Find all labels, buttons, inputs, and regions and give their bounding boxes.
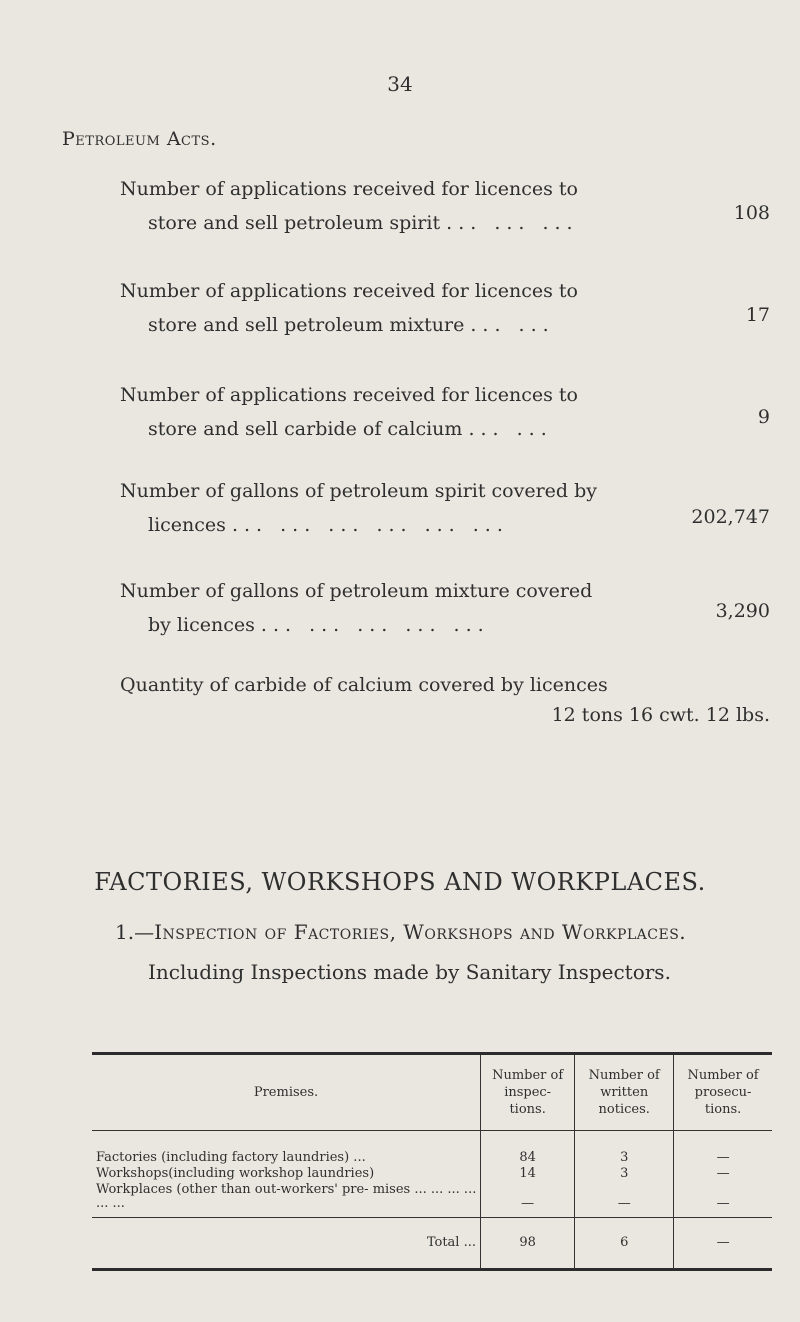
header-inspections: Number of inspec- tions.	[481, 1054, 575, 1131]
table-row	[92, 1131, 772, 1167]
premises-cell: Factories (including factory laundries) ...	[96, 1150, 366, 1165]
stat-line-1: Number of applications received for licences to	[120, 384, 578, 406]
inspections-cell: —	[481, 1182, 575, 1218]
stat-line-1: Quantity of carbide of calcium covered by licences	[120, 674, 608, 696]
leader-dots: ... ...	[470, 314, 555, 336]
stat-item	[120, 574, 770, 642]
inspection-heading	[115, 920, 686, 944]
prosecutions-cell: —	[674, 1166, 772, 1182]
notices-cell: —	[575, 1182, 674, 1218]
stat-value: 17	[745, 304, 770, 326]
stat-line-2: by licences	[148, 614, 255, 636]
section-title: Petroleum Acts.	[62, 128, 217, 150]
stat-value: 202,747	[691, 506, 770, 528]
table-row	[92, 1182, 772, 1218]
header-prosecutions: Number of prosecu- tions.	[674, 1054, 772, 1131]
page-number: 34	[387, 72, 413, 96]
stat-item	[120, 172, 770, 240]
premises-cell: Workplaces (other than out-workers' pre- mises ... ... ... ... ... ...	[96, 1182, 477, 1211]
notices-cell: 3	[575, 1166, 674, 1182]
inspections-cell: 84	[481, 1131, 575, 1167]
table-row	[92, 1166, 772, 1182]
stat-item	[120, 474, 770, 542]
stat-item	[120, 274, 770, 342]
leader-dots: ... ... ...	[446, 212, 579, 234]
header-premises: Premises.	[92, 1054, 481, 1131]
leader-dots: ... ... ... ... ...	[260, 614, 490, 636]
leader-dots: ... ...	[468, 418, 553, 440]
header-notices: Number of written notices.	[575, 1054, 674, 1131]
stat-value: 3,290	[715, 600, 770, 622]
stat-line-1: Number of applications received for licences to	[120, 280, 578, 302]
stat-line-2: store and sell petroleum mixture	[148, 314, 465, 336]
stat-value: 9	[757, 406, 770, 428]
factories-title: FACTORIES, WORKSHOPS AND WORKPLACES.	[94, 868, 706, 896]
stat-line-2: store and sell petroleum spirit	[148, 212, 441, 234]
premises-cell: Workshops(including workshop laundries)	[96, 1166, 375, 1181]
total-notices: 6	[575, 1218, 674, 1270]
leader-dots: ... ... ... ... ... ...	[231, 514, 509, 536]
stat-line-1: Number of gallons of petroleum mixture covered	[120, 580, 593, 602]
stat-line-1: Number of gallons of petroleum spirit covered by	[120, 480, 598, 502]
inspections-table	[92, 1052, 772, 1271]
stat-line-2: store and sell carbide of calcium	[148, 418, 463, 440]
total-prosecutions: —	[674, 1218, 772, 1270]
total-label: Total ...	[92, 1218, 481, 1270]
notices-cell: 3	[575, 1131, 674, 1167]
table-header-row	[92, 1054, 772, 1131]
stat-line-1: Number of applications received for licences to	[120, 178, 578, 200]
total-row	[92, 1218, 772, 1270]
inspections-cell: 14	[481, 1166, 575, 1182]
heading-title: Inspection of Factories, Workshops and Workplaces.	[154, 920, 687, 944]
total-inspections: 98	[481, 1218, 575, 1270]
prosecutions-cell: —	[674, 1131, 772, 1167]
stat-item	[120, 378, 770, 446]
stat-line-2: licences	[148, 514, 226, 536]
inspection-subtitle: Including Inspections made by Sanitary Inspectors.	[148, 960, 671, 984]
stat-value: 108	[733, 202, 770, 224]
stat-item	[120, 668, 770, 726]
stat-value: 12 tons 16 cwt. 12 lbs.	[551, 704, 770, 726]
heading-number: 1.—	[115, 920, 155, 944]
prosecutions-cell: —	[674, 1182, 772, 1218]
